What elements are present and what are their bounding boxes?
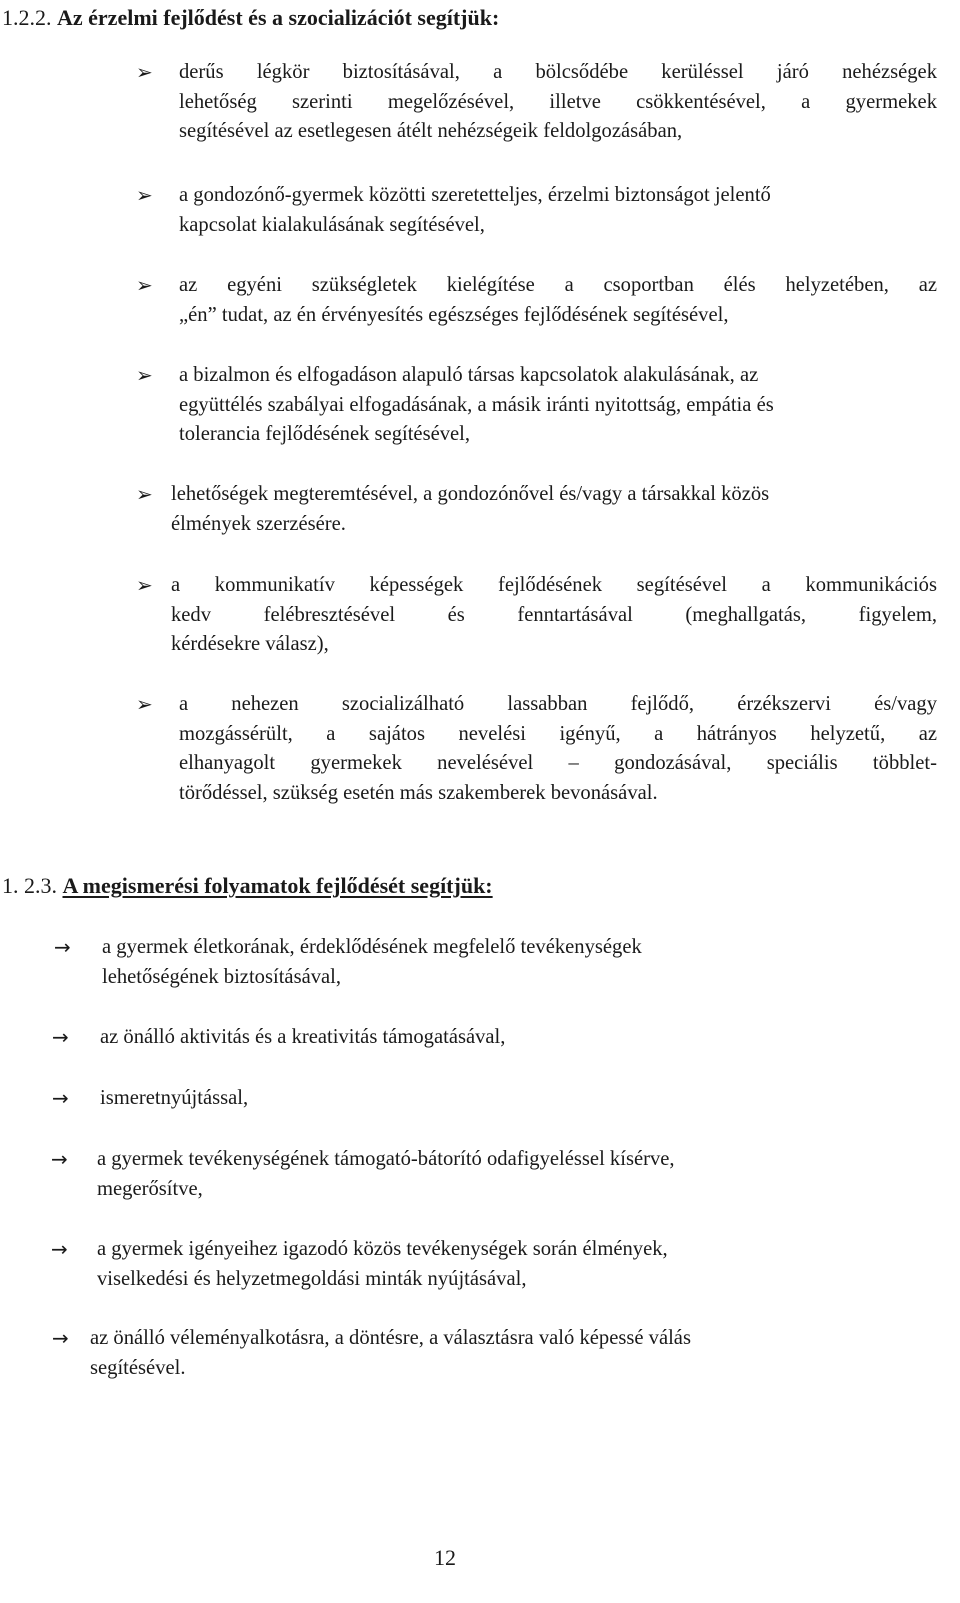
list-item bbox=[52, 1324, 930, 1383]
page-number: 12 bbox=[434, 1545, 456, 1570]
list-item bbox=[51, 1235, 917, 1294]
list-item-line: az önálló véleményalkotásra, a döntésre, a választásra való képessé válás bbox=[90, 1327, 691, 1349]
list-item bbox=[136, 361, 919, 450]
list-item-line: segítésével az esetlegesen átélt nehézségeik feldolgozásában, bbox=[179, 120, 683, 143]
right-arrow-icon: → bbox=[52, 1086, 69, 1110]
section-number: 1.2.2. bbox=[2, 5, 52, 30]
list-item-line: tolerancia fejlődésének segítésével, bbox=[179, 423, 471, 446]
list-item-line: élmények szerzésére. bbox=[171, 512, 346, 535]
list-item bbox=[136, 571, 937, 660]
list-item-line: ismeretnyújtással, bbox=[100, 1087, 249, 1109]
list-item-line: lehetőségének biztosításával, bbox=[102, 965, 342, 988]
section-heading-cognitive bbox=[2, 874, 493, 898]
list-item bbox=[52, 1084, 920, 1114]
list-item-line: mozgássérült, a sajátos nevelési igényű, a hátrányos helyzetű, az bbox=[179, 722, 937, 745]
list-item bbox=[136, 480, 937, 539]
list-item-line: az önálló aktivitás és a kreativitás támogatásával, bbox=[100, 1026, 506, 1048]
list-item-line: törődéssel, szükség esetén más szakemberek bevonásával. bbox=[179, 781, 658, 804]
list-item bbox=[52, 1023, 920, 1053]
section-title: Az érzelmi fejlődést és a szocializációt segítjük: bbox=[57, 5, 500, 30]
list-item-line: viselkedési és helyzetmegoldási minták nyújtásával, bbox=[97, 1267, 527, 1290]
list-item-line: az egyéni szükségletek kielégítése a csoportban élés helyzetében, az bbox=[179, 274, 937, 296]
arrowhead-bullet-icon: ➢ bbox=[136, 573, 153, 597]
list-item-line: a gyermek tevékenységének támogató-bátorító odafigyeléssel kísérve, bbox=[97, 1148, 675, 1170]
arrowhead-bullet-icon: ➢ bbox=[136, 273, 153, 297]
list-item bbox=[136, 690, 937, 808]
list-item bbox=[51, 1145, 917, 1204]
section-heading-emotional bbox=[2, 6, 499, 30]
section-number: 1. 2.3. bbox=[2, 873, 57, 898]
arrowhead-bullet-icon: ➢ bbox=[136, 183, 153, 207]
right-arrow-icon: → bbox=[54, 935, 71, 959]
right-arrow-icon: → bbox=[52, 1326, 69, 1350]
list-item-line: a nehezen szocializálható lassabban fejlődő, érzékszervi és/vagy bbox=[179, 693, 937, 715]
list-item bbox=[136, 181, 937, 240]
list-item-line: kapcsolat kialakulásának segítésével, bbox=[179, 213, 485, 236]
section-title: A megismerési folyamatok fejlődését segítjük: bbox=[62, 873, 493, 898]
list-item-line: derűs légkör biztosításával, a bölcsődébe kerüléssel járó nehézségek bbox=[179, 61, 937, 83]
list-item-line: kérdésekre válasz), bbox=[171, 633, 329, 656]
list-item-line: a gondozónő-gyermek közötti szeretetteljes, érzelmi biztonságot jelentő bbox=[179, 184, 771, 206]
list-item-line: „én” tudat, az én érvényesítés egészséges fejlődésének segítésével, bbox=[179, 303, 729, 326]
list-item bbox=[54, 933, 922, 992]
list-item-line: lehetőségek megteremtésével, a gondozónővel és/vagy a társakkal közös bbox=[171, 483, 770, 505]
right-arrow-icon: → bbox=[52, 1025, 69, 1049]
arrowhead-bullet-icon: ➢ bbox=[136, 363, 153, 387]
list-item-line: együttélés szabályai elfogadásának, a másik iránti nyitottság, empátia és bbox=[179, 393, 774, 416]
arrowhead-bullet-icon: ➢ bbox=[136, 482, 153, 506]
list-item-line: a gyermek igényeihez igazodó közös tevékenységek során élmények, bbox=[97, 1238, 668, 1260]
right-arrow-icon: → bbox=[51, 1147, 68, 1171]
arrowhead-bullet-icon: ➢ bbox=[136, 60, 153, 84]
list-item-line: kedv felébresztésével és fenntartásával (meghallgatás, figyelem, bbox=[171, 603, 937, 626]
list-item-line: a gyermek életkorának, érdeklődésének megfelelő tevékenységek bbox=[102, 936, 642, 958]
list-item-line: elhanyagolt gyermekek nevelésével – gondozásával, speciális többlet- bbox=[179, 752, 937, 775]
list-item bbox=[136, 271, 937, 330]
list-item-line: a bizalmon és elfogadáson alapuló társas kapcsolatok alakulásának, az bbox=[179, 364, 759, 386]
list-item-line: segítésével. bbox=[90, 1356, 186, 1379]
right-arrow-icon: → bbox=[51, 1237, 68, 1261]
list-item-line: a kommunikatív képességek fejlődésének segítésével a kommunikációs bbox=[171, 574, 937, 596]
arrowhead-bullet-icon: ➢ bbox=[136, 692, 153, 716]
list-item bbox=[136, 58, 937, 147]
list-item-line: megerősítve, bbox=[97, 1177, 203, 1200]
list-item-line: lehetőség szerinti megelőzésével, illetve csökkentésével, a gyermekek bbox=[179, 90, 937, 113]
